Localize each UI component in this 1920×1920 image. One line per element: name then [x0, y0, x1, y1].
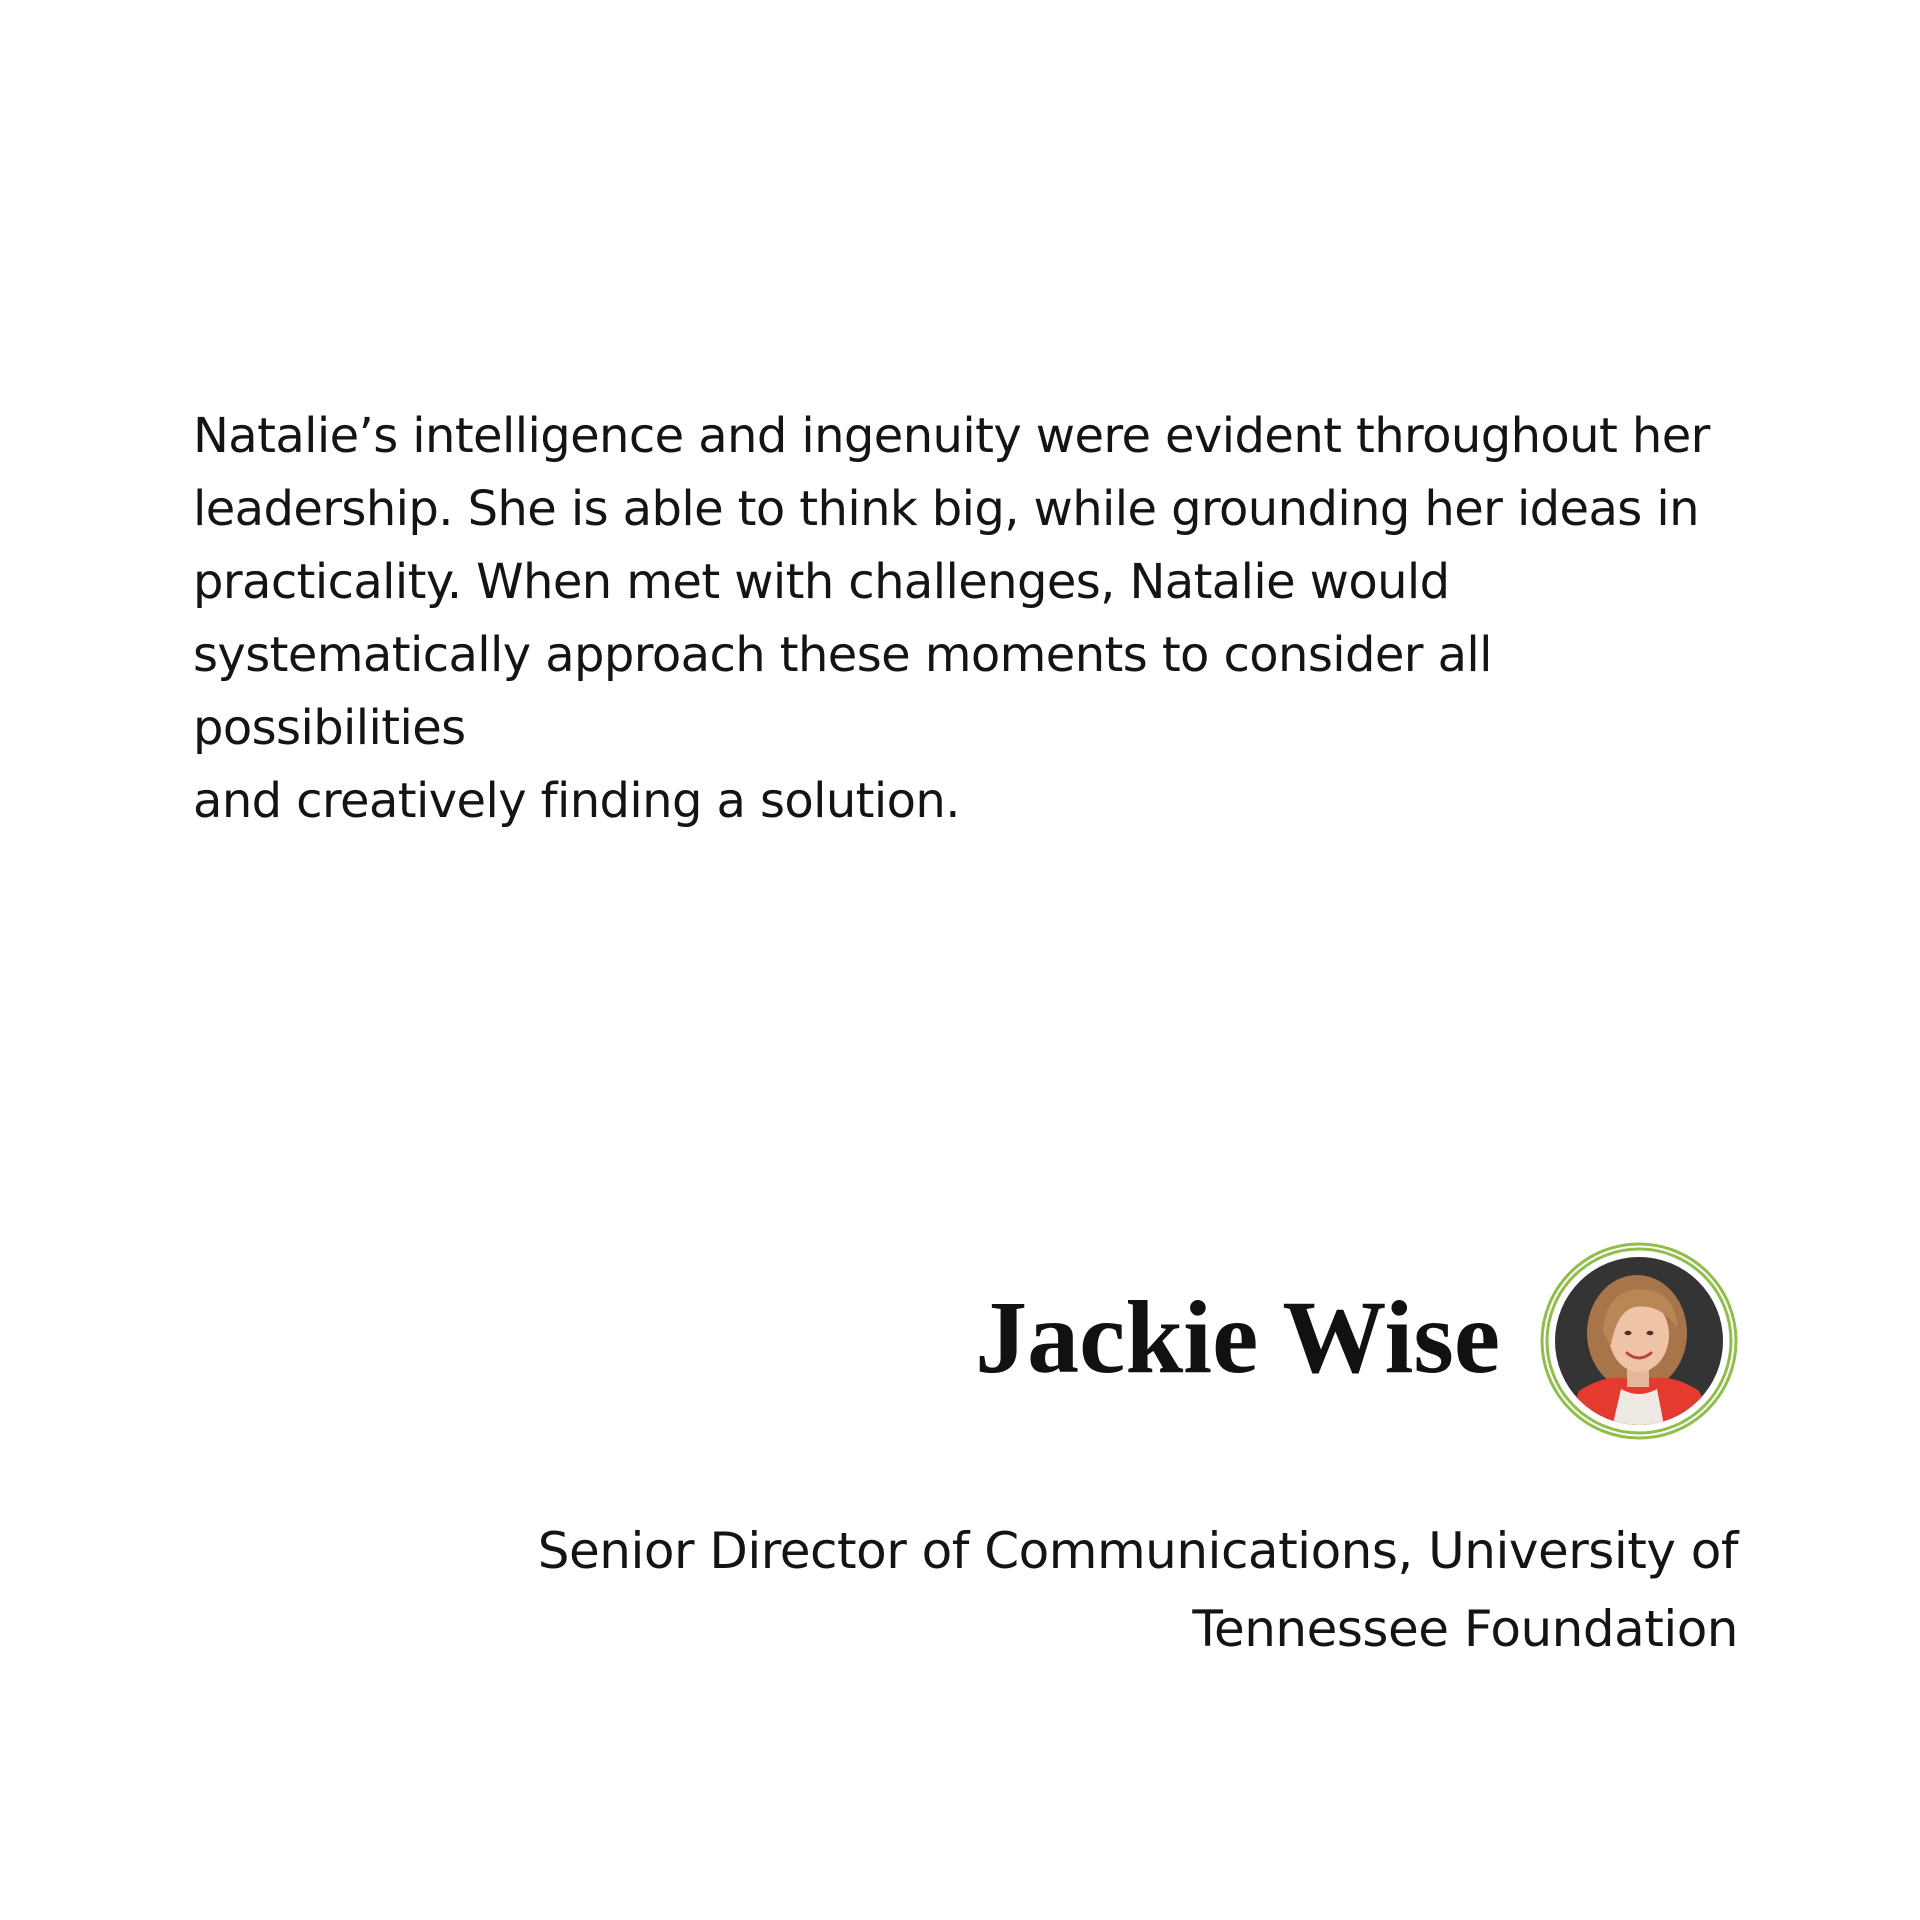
author-title: Senior Director of Communications, University of Tennessee Foundation [537, 1522, 1738, 1658]
testimonial-quote: Natalie’s intelligence and ingenuity were evident throughout her leadership. She is able to think big, while grounding her ideas in practicality. When met with challenges, Natalie would systematically approach these moments to consider all possibilities and creatively finding a solution. [193, 408, 1710, 829]
author-name: Jackie Wise [975, 1280, 1500, 1395]
author-photo [1539, 1241, 1739, 1441]
author-avatar [1539, 1241, 1739, 1441]
